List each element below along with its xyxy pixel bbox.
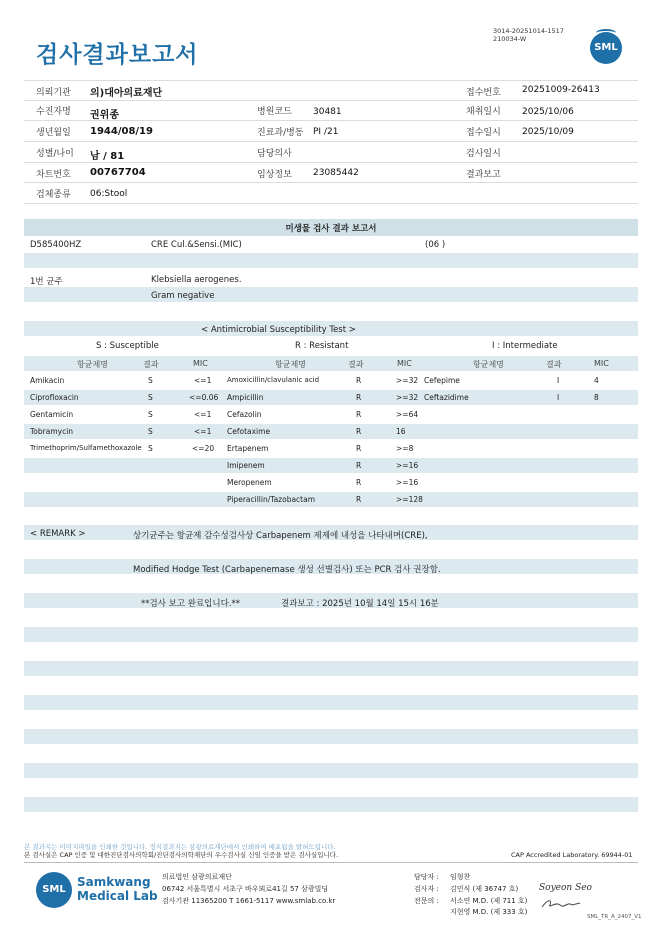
report-complete: **검사 보고 완료입니다.** [141, 599, 241, 609]
staff2-label: 검사자 : [414, 885, 439, 893]
col-mic-3: MIC [594, 359, 609, 368]
notice-watermark: 본 결과지는 이미지파일을 인쇄한 것입니다. 정식결과지는 삼광의료재단에서 인쇄하여 배포됨을 밝혀드립니다. [24, 843, 336, 851]
ast-mic: <=1 [194, 376, 212, 385]
staff3-label: 전문의 : [414, 897, 439, 905]
institution-label: 의뢰기관 [36, 88, 71, 98]
ast-drug: Trimethoprim/Sulfamethoxazole [30, 444, 142, 452]
ast-result: R [356, 478, 362, 487]
signature-scribble [540, 897, 582, 911]
ast-mic: <=1 [194, 410, 212, 419]
ast-result: S [148, 376, 153, 385]
clinical-label: 임상정보 [257, 170, 292, 180]
ast-result: R [356, 376, 362, 385]
dept-label: 진료과/병동 [257, 128, 304, 138]
col-drug-2: 항균제명 [275, 360, 306, 369]
form-code: SML_TR_A_2407_V1 [587, 914, 642, 920]
sex-age-label: 성별/나이 [36, 149, 74, 159]
staff2: 김민식 (제 36747 호) [450, 885, 519, 893]
isolate-label: 1번 균주 [30, 277, 63, 287]
ast-drug: Piperacillin/Tazobactam [227, 495, 316, 504]
report-label: 결과보고 [466, 170, 501, 180]
ast-result: S [148, 427, 153, 436]
gram-stain: Gram negative [151, 291, 215, 301]
hospital-code-label: 병원코드 [257, 107, 292, 117]
ast-mic: >=128 [396, 495, 423, 504]
remark-line2: Modified Hodge Test (Carbapenemase 생성 선별검사) 또는 PCR 검사 권장함. [133, 565, 441, 575]
test-code: D585400HZ [30, 240, 82, 250]
test-date-label: 검사일시 [466, 149, 501, 159]
ast-drug: Amoxicillin/clavulanic acid [227, 376, 320, 384]
test-extra: (06 ) [425, 240, 446, 250]
org-name: 의료법인 삼광의료재단 [162, 873, 232, 881]
row-band [24, 627, 638, 642]
ast-title: < Antimicrobial Susceptibility Test > [201, 325, 356, 335]
ast-drug: Amikacin [30, 376, 65, 385]
receipt-date-label: 접수일시 [466, 128, 501, 138]
divider [24, 182, 638, 183]
ast-mic: 8 [594, 393, 599, 402]
ast-mic: >=16 [396, 461, 419, 470]
ast-mic: <=1 [194, 427, 212, 436]
chart-label: 차트번호 [36, 170, 71, 180]
ast-drug: Cefotaxime [227, 427, 271, 436]
page-title: 검사결과보고서 [36, 42, 199, 68]
receipt-no-label: 접수번호 [466, 88, 501, 98]
chart-value: 00767704 [90, 167, 146, 178]
row-band [24, 661, 638, 676]
remark-label: < REMARK > [30, 529, 86, 539]
staff1-label: 담당자 : [414, 873, 439, 881]
hospital-code-value: 30481 [313, 107, 342, 117]
cap-accreditation: CAP Accredited Laboratory. 69944-01 [511, 851, 633, 859]
legend-susceptible: S : Susceptible [96, 341, 159, 351]
ast-mic: <=20 [192, 444, 215, 453]
ast-result: R [356, 410, 362, 419]
doctor-label: 담당의사 [257, 149, 292, 159]
signature: Soyeon Seo [539, 883, 592, 893]
ast-drug: Tobramycin [30, 427, 74, 436]
ast-result: I [557, 376, 560, 385]
patient-value: 권위종 [90, 110, 119, 121]
brand-line1: Samkwang [77, 875, 151, 889]
row-band [24, 729, 638, 744]
ast-result: R [356, 444, 362, 453]
sml-logo: SML [590, 32, 622, 64]
divider [24, 862, 638, 863]
section-title: 미생물 검사 결과 보고서 [285, 224, 377, 234]
dept-value: PI /21 [313, 127, 339, 137]
patient-label: 수진자명 [36, 107, 71, 117]
remark-line1: 상기균주는 항균제 감수성검사상 Carbapenem 제제에 내성을 나타내며(CRE), [133, 531, 428, 541]
ast-mic: 4 [594, 376, 599, 385]
document-id-line2: 210034-W [493, 35, 527, 43]
ast-result: R [356, 393, 362, 402]
ast-drug: Meropenem [227, 478, 272, 487]
row-band [24, 458, 638, 473]
ast-drug: Ciprofloxacin [30, 393, 79, 402]
ast-result: R [356, 461, 362, 470]
specimen-label: 검체종류 [36, 190, 71, 200]
institution-value: 의)대아의료재단 [90, 88, 163, 99]
ast-result: S [148, 444, 153, 453]
ast-mic: 16 [396, 427, 406, 436]
row-band [24, 424, 638, 439]
row-band [24, 390, 638, 405]
divider [24, 141, 638, 142]
col-mic-2: MIC [397, 359, 412, 368]
ast-result: R [356, 427, 362, 436]
ast-mic: >=8 [396, 444, 414, 453]
row-band [24, 763, 638, 778]
clinical-value: 23085442 [313, 168, 359, 178]
document-id-line1: 3014-20251014-1517 [493, 27, 564, 35]
ast-drug: Cefepime [424, 376, 460, 385]
divider [24, 120, 638, 121]
ast-drug: Ceftazidime [424, 393, 469, 402]
brand-line2: Medical Lab [77, 889, 158, 903]
staff4: 지현영 M.D. (제 333 호) [450, 908, 528, 916]
ast-drug: Ampicillin [227, 393, 264, 402]
collect-date-label: 채취일시 [466, 107, 501, 117]
ast-mic: >=32 [396, 376, 419, 385]
ast-mic: >=16 [396, 478, 419, 487]
divider [24, 100, 638, 101]
ast-drug: Ertapenem [227, 444, 269, 453]
row-band [24, 797, 638, 812]
col-mic-1: MIC [193, 359, 208, 368]
organism: Klebsiella aerogenes. [151, 275, 242, 285]
test-name: CRE Cul.&Sensi.(MIC) [151, 240, 242, 250]
sml-logo: SML [36, 872, 72, 908]
receipt-date-value: 2025/10/09 [522, 127, 574, 137]
row-band [24, 492, 638, 507]
ast-drug: Imipenem [227, 461, 265, 470]
contact: 검사기관 11365200 T 1661-5117 www.smlab.co.kr [162, 897, 336, 905]
row-band [24, 695, 638, 710]
col-result-2: 결과 [348, 360, 364, 369]
ast-result: S [148, 393, 153, 402]
divider [24, 80, 638, 81]
staff1: 임형찬 [450, 873, 471, 881]
col-result-1: 결과 [143, 360, 159, 369]
row-band [24, 287, 638, 302]
row-band [24, 253, 638, 268]
notice-cap: 본 검사실은 CAP 인증 및 대한진단검사의학회/진단검사의학재단의 우수검사실 신임 인증을 받은 검사실입니다. [24, 851, 339, 859]
legend-intermediate: I : Intermediate [492, 341, 558, 351]
divider [24, 203, 638, 204]
brand-name [77, 875, 158, 903]
ast-result: S [148, 410, 153, 419]
ast-result: R [356, 495, 362, 504]
col-drug-3: 항균제명 [473, 360, 504, 369]
staff3: 서소연 M.D. (제 711 호) [450, 897, 528, 905]
address: 06742 서울특별시 서초구 바우뫼로41길 57 삼광빌딩 [162, 885, 329, 893]
dob-label: 생년월일 [36, 128, 71, 138]
ast-drug: Gentamicin [30, 410, 74, 419]
divider [24, 162, 638, 163]
ast-mic: >=64 [396, 410, 419, 419]
col-drug-1: 항균제명 [77, 360, 108, 369]
report-time: 결과보고 : 2025년 10월 14일 15시 16분 [281, 599, 439, 609]
sex-age-value: 남 / 81 [90, 151, 125, 162]
specimen-value: 06:Stool [90, 189, 128, 199]
dob-value: 1944/08/19 [90, 126, 153, 137]
receipt-no-value: 20251009-26413 [522, 85, 600, 95]
col-result-3: 결과 [546, 360, 562, 369]
ast-mic: <=0.06 [189, 393, 219, 402]
document-id [493, 27, 564, 43]
legend-resistant: R : Resistant [295, 341, 349, 351]
collect-date-value: 2025/10/06 [522, 107, 574, 117]
ast-drug: Cefazolin [227, 410, 262, 419]
ast-result: I [557, 393, 560, 402]
ast-mic: >=32 [396, 393, 419, 402]
